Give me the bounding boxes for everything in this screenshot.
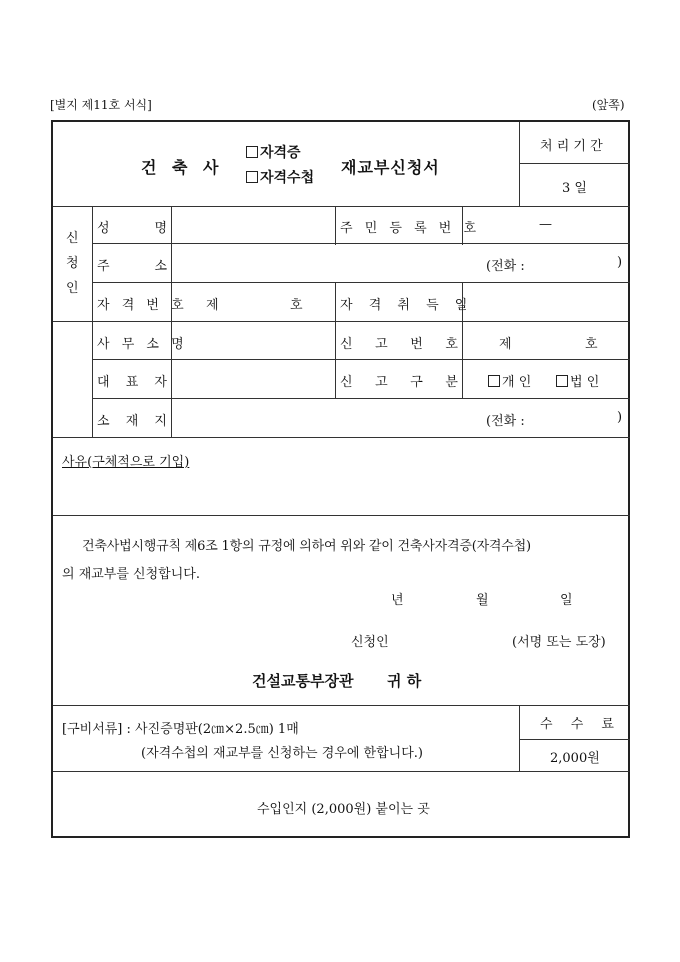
required-documents-note: (자격수첩의 재교부를 신청하는 경우에 한합니다.)	[141, 746, 423, 761]
applicant-sign-label: 신청인	[351, 635, 389, 650]
processing-period-value: 3 일	[562, 181, 587, 196]
fee-label: 수 수 료	[540, 717, 621, 732]
checkbox-corporate[interactable]	[556, 375, 568, 387]
license-number-je: 제	[206, 298, 219, 313]
license-number-ho: 호	[290, 298, 303, 313]
signature-note: (서명 또는 도장)	[512, 635, 606, 650]
checkbox-individual[interactable]	[488, 375, 500, 387]
addressee: 건설교통부장관	[252, 672, 354, 690]
title-prefix: 건 축 사	[141, 158, 224, 177]
report-number-je: 제	[499, 337, 512, 352]
report-type-label: 신 고 구 분	[340, 375, 458, 390]
rrn-field[interactable]	[466, 209, 626, 241]
required-documents: [구비서류] : 사진증명판(2㎝×2.5㎝) 1매	[62, 722, 299, 737]
date-year: 년	[391, 593, 404, 608]
declaration-line2: 의 재교부를 신청합니다.	[62, 567, 200, 582]
title-option-booklet: 자격수첩	[246, 167, 314, 187]
name-field[interactable]	[175, 209, 331, 241]
reason-label: 사유(구체적으로 기입)	[62, 455, 190, 470]
office-name-field[interactable]	[175, 325, 331, 357]
location-phone-close: )	[617, 410, 623, 425]
report-number-label: 신 고 번 호	[340, 337, 458, 352]
address-phone-label: (전화 :	[486, 259, 525, 274]
location-field[interactable]	[175, 402, 475, 434]
report-number-ho: 호	[585, 337, 598, 352]
rrn-dash: —	[539, 217, 552, 232]
checkbox-booklet[interactable]	[246, 171, 258, 183]
location-phone-label: (전화 :	[486, 414, 525, 429]
addressee-honorific: 귀 하	[387, 672, 422, 690]
address-phone-close: )	[617, 255, 623, 270]
date-day: 일	[560, 593, 573, 608]
declaration-line1: 건축사법시행규칙 제6조 1항의 규정에 의하여 위와 같이 건축사자격증(자격수첩)	[82, 539, 531, 554]
revenue-stamp-area: 수입인지 (2,000원) 붙이는 곳	[257, 802, 430, 817]
license-number-label: 자 격 번 호	[97, 298, 188, 313]
page-side: (앞쪽)	[592, 98, 625, 112]
group-label-char: 신	[66, 231, 79, 246]
office-name-label: 사 무 소 명	[97, 337, 188, 352]
name-label: 성 명	[97, 221, 167, 236]
processing-period-label: 처 리 기 간	[540, 139, 603, 154]
rrn-label: 주 민 등 록 번 호	[340, 221, 481, 236]
reason-field[interactable]	[62, 472, 620, 510]
fee-value: 2,000원	[550, 751, 600, 766]
application-form	[51, 120, 630, 838]
group-label-char: 청	[66, 256, 79, 271]
form-number: [별지 제11호 서식]	[50, 98, 152, 112]
title-option-license: 자격증	[246, 142, 301, 162]
checkbox-license[interactable]	[246, 146, 258, 158]
report-type-corporate[interactable]: 법 인	[556, 371, 599, 390]
representative-field[interactable]	[175, 363, 331, 395]
acquire-date-field[interactable]	[466, 286, 626, 318]
location-label: 소 재 지	[97, 414, 167, 429]
group-label-char: 인	[66, 281, 79, 296]
address-label: 주 소	[97, 259, 167, 274]
date-month: 월	[476, 593, 489, 608]
address-field[interactable]	[175, 247, 475, 279]
report-type-individual[interactable]: 개 인	[488, 371, 531, 390]
acquire-date-label: 자 격 취 득 일	[340, 298, 474, 313]
representative-label: 대 표 자	[97, 375, 167, 390]
title-suffix: 재교부신청서	[341, 158, 440, 177]
